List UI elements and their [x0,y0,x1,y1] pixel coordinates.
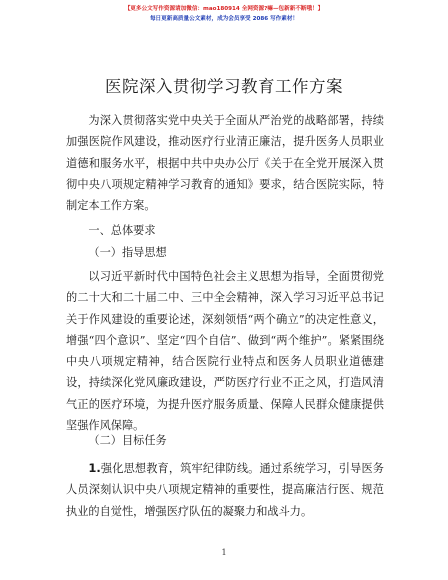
guiding-ideology-section [66,266,384,436]
goal-item-number: 1. [88,461,101,475]
subsection-1 [66,242,384,263]
goals-section [66,458,384,522]
intro-section [66,110,384,216]
goal-item-text: 强化思想教育，筑牢纪律防线。通过系统学习，引导医务人员深刻认识中央八项规定精神的重要性，提高廉洁行医、规范执业的自觉性，增强医疗队伍的凝聚力和战斗力。 [66,462,384,518]
subsection-heading-guiding-ideology: （一）指导思想 [88,246,167,259]
section-1 [66,220,384,241]
subsection-2 [66,430,384,451]
goal-item-1 [66,458,384,522]
page-number: 1 [221,548,227,557]
subsection-heading-goals: （二）目标任务 [88,434,167,447]
promo-banner-line-1: 【更多公文写作资源请加微信：mao180914 全网资源?嘛—包新新不断哦！】 [124,6,324,12]
section-heading-general-requirements: 一、总体要求 [88,224,156,237]
document-title: 医院深入贯彻学习教育工作方案 [105,77,343,96]
guiding-ideology-paragraph: 以习近平新时代中国特色社会主义思想为指导，全面贯彻党的二十大和二十届二中、三中全会精神，深入学习习近平总书记关于作风建设的重要论述，深刻领悟“两个确立”的决定性意义，增强“四个意识”、坚定“四个自信”、做到“两个维护”。紧紧围绕中央八项规定精神，结合医院行业特点和医务人员职业道德建设，持续深化党风廉政建设，严防医疗行业不正之风，打造风清气正的医疗环境，为提升医疗服务质量、保障人民群众健康提供坚强作风保障。 [66,270,384,433]
promo-banner-line-2: 每日更新高质量公文素材，成为会员享受 2086 写作素材！ [149,16,299,22]
intro-paragraph: 为深入贯彻落实党中央关于全面从严治党的战略部署，持续加强医院作风建设，推动医疗行业清正廉洁，提升医务人员职业道德和服务水平，根据中共中央办公厅《关于在全党开展深入贯彻中央八项规定精神学习教育的通知》要求，结合医院实际，特制定本工作方案。 [66,114,384,213]
